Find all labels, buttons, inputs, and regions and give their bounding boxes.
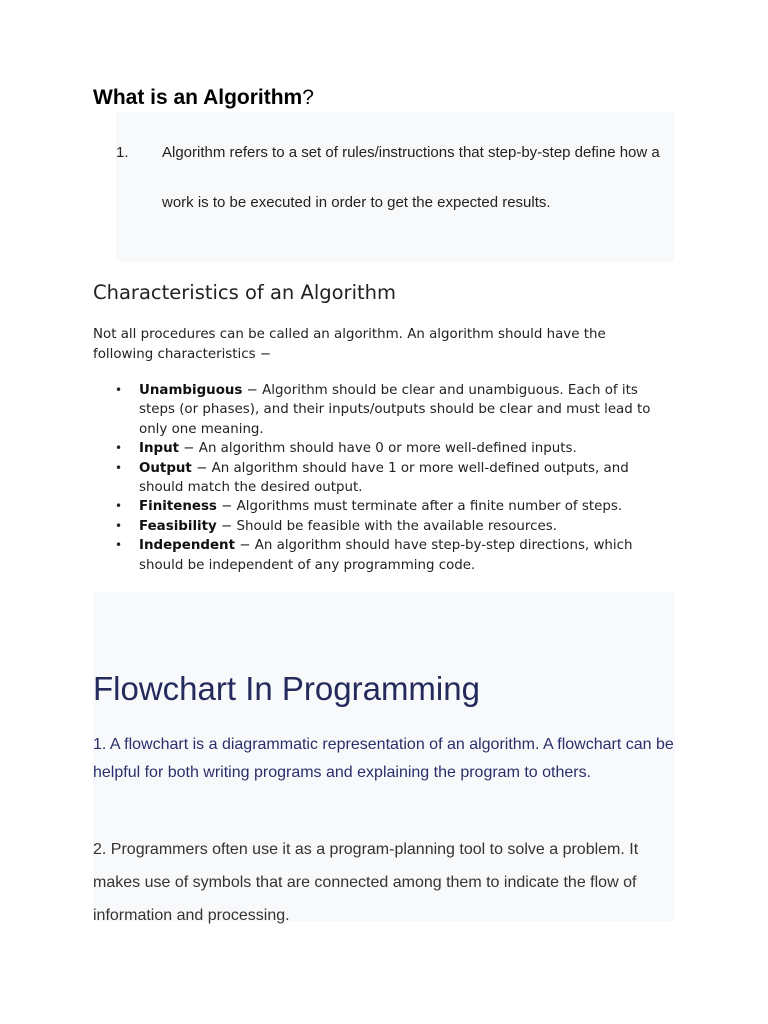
definition-number: 1. [116, 144, 129, 161]
list-item [115, 517, 669, 536]
item-description: − Should be feasible with the available resources. [216, 518, 557, 534]
item-term: Independent [139, 538, 235, 554]
item-description: − An algorithm should have step-by-step directions, which should be independent of any programming code. [139, 538, 633, 573]
characteristics-intro: Not all procedures can be called an algorithm. An algorithm should have the following characteristics − [93, 327, 606, 362]
flowchart-paragraph-2: 2. Programmers often use it as a program-planning tool to solve a problem. It makes use of symbols that are connected among them to indicate the flow of information and processing. [93, 841, 639, 924]
item-term: Feasibility [139, 518, 217, 534]
flowchart-paragraph-1: 1. A flowchart is a diagrammatic representation of an algorithm. A flowchart can be helpful for both writing programs and explaining the program to others. [93, 736, 674, 781]
algorithm-heading-text: What is an Algorithm [93, 86, 303, 109]
algorithm-heading-mark: ? [302, 86, 314, 109]
bullet-icon: • [115, 499, 123, 514]
item-term: Output [139, 460, 192, 476]
flowchart-heading: Flowchart In Programming [93, 670, 480, 707]
list-item [115, 536, 669, 575]
bullet-icon: • [115, 460, 123, 475]
characteristics-heading: Characteristics of an Algorithm [93, 281, 396, 304]
item-description: − An algorithm should have 1 or more well-defined outputs, and should match the desired output. [139, 460, 629, 496]
item-description: − Algorithms must terminate after a finite number of steps. [216, 499, 623, 515]
algorithm-heading [93, 86, 314, 110]
item-term: Unambiguous [139, 383, 243, 398]
item-description: − Algorithm should be clear and unambiguous. Each of its steps (or phases), and their inputs/outputs should be clear and must lead to only one meaning. [139, 383, 651, 437]
item-term: Finiteness [139, 499, 217, 515]
list-item [115, 439, 669, 458]
list-item [115, 381, 669, 439]
list-item [115, 459, 669, 498]
list-item [115, 497, 669, 516]
bullet-icon: • [115, 383, 123, 397]
item-term: Input [139, 441, 180, 457]
characteristics-list [115, 381, 669, 575]
definition-text: Algorithm refers to a set of rules/instructions that step-by-step define how a work is to be executed in order to get the expected results. [162, 144, 660, 211]
bullet-icon: • [115, 441, 123, 456]
item-description: − An algorithm should have 0 or more well-defined inputs. [179, 441, 577, 457]
bullet-icon: • [115, 538, 123, 553]
bullet-icon: • [115, 518, 123, 533]
flowchart-highlight [93, 592, 675, 837]
